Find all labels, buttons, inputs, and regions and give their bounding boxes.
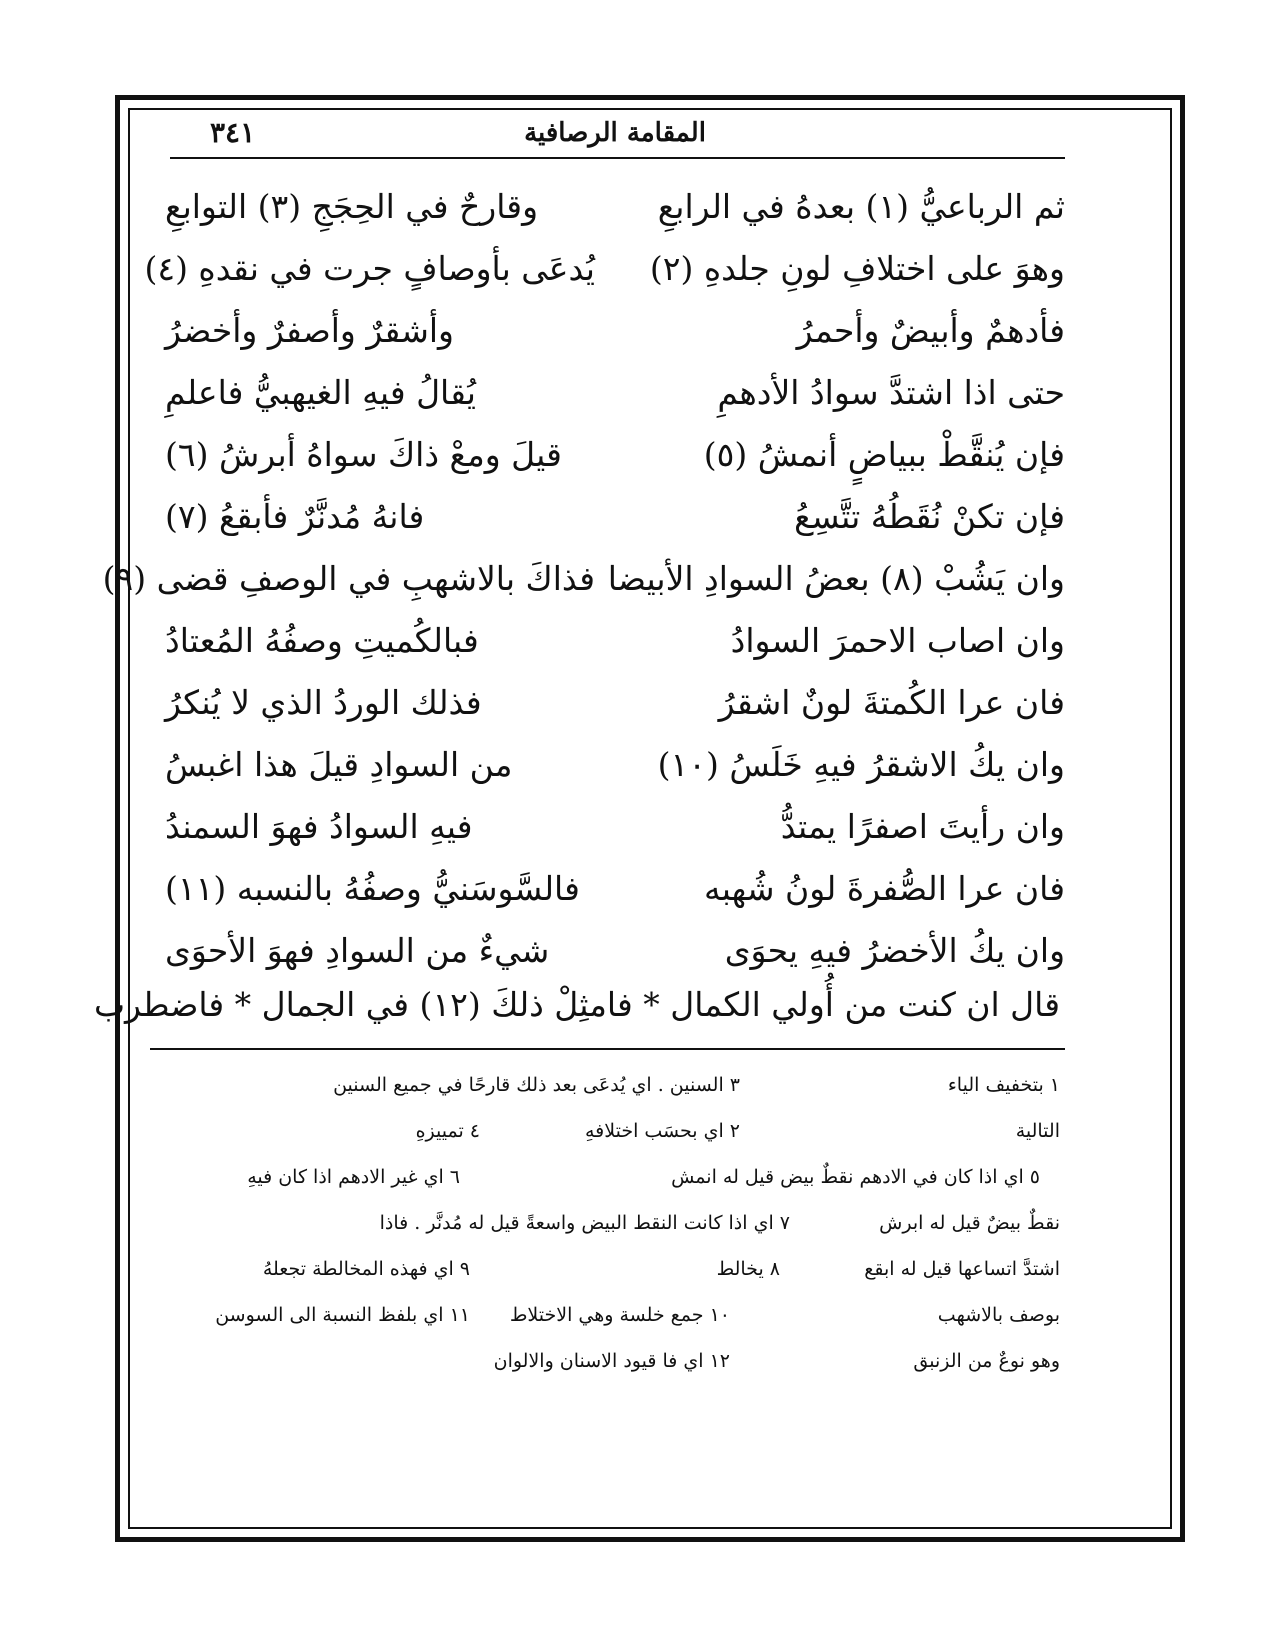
- hemistich-second: فذاكَ بالاشهبِ في الوصفِ قضى (٩): [102, 558, 595, 598]
- hemistich-second: قيلَ ومعْ ذاكَ سواهُ أبرشُ (٦): [165, 434, 562, 474]
- footnote-item: ١ بتخفيف الياء: [947, 1074, 1060, 1096]
- hemistich-second: وأشقرٌ وأصفرٌ وأخضرُ: [165, 310, 454, 350]
- verse-line: [165, 733, 1065, 795]
- hemistich-first: وان يَشُبْ (٨) بعضُ السوادِ الأبيضا: [607, 558, 1065, 598]
- footnote-item: نقطٌ بيضٌ قيل له ابرش: [879, 1212, 1060, 1234]
- footnote-item: بوصف بالاشهب: [937, 1304, 1060, 1326]
- poem: [102, 175, 1065, 981]
- verse-line: [165, 609, 1065, 671]
- footnote-item: ٤ تمييزهِ: [415, 1120, 480, 1142]
- hemistich-first: وان رأيتَ اصفرًا يمتدُّ: [780, 806, 1065, 846]
- footnote-item: ٢ اي بحسَب اختلافهِ: [584, 1120, 740, 1142]
- hemistich-second: يُدعَى بأوصافٍ جرت في نقدهِ (٤): [144, 248, 595, 288]
- hemistich-first: فإن تكنْ نُقَطُهُ تتَّسِعُ: [794, 496, 1065, 536]
- hemistich-first: وهوَ على اختلافِ لونِ جلدهِ (٢): [649, 248, 1065, 288]
- verse-line: [165, 175, 1065, 237]
- footnote-item: ١٠ جمع خلسة وهي الاختلاط: [509, 1304, 730, 1326]
- footnote-item: ٩ اي فهذه المخالطة تجعلهُ: [262, 1258, 470, 1280]
- verse-line: [165, 671, 1065, 733]
- page-number: ٣٤١: [210, 116, 256, 149]
- verse-line: [165, 485, 1065, 547]
- hemistich-second: فبالكُميتِ وصفُهُ المُعتادُ: [165, 620, 479, 660]
- footnote-rule: [150, 1048, 1065, 1050]
- footnote-item: ٨ يخالط: [716, 1258, 780, 1280]
- hemistich-second: فذلك الوردُ الذي لا يُنكرُ: [165, 682, 482, 722]
- footnote-line: [150, 1200, 1060, 1246]
- hemistich-first: فأدهمٌ وأبيضٌ وأحمرُ: [796, 310, 1065, 350]
- footnote-line: [150, 1108, 1060, 1154]
- verse-line: [144, 237, 1065, 299]
- verse-line: [102, 547, 1065, 609]
- running-header: [170, 112, 1060, 158]
- hemistich-second: من السوادِ قيلَ هذا اغبسُ: [165, 744, 513, 784]
- footnote-item: ٣ السنين . اي يُدعَى بعد ذلك قارحًا في جميع السنين: [333, 1074, 740, 1096]
- footnote-line: [150, 1062, 1060, 1108]
- footnote-line: [150, 1154, 1060, 1200]
- prose-line: قال ان كنت من أُولي الكمال * فامثِلْ ذلكَ (١٢) في الجمال * فاضطرب: [93, 985, 1060, 1024]
- footnote-line: [150, 1338, 1060, 1384]
- verse-line: [165, 919, 1065, 981]
- hemistich-first: فإن يُنقَّطْ ببياضٍ أنمشُ (٥): [703, 434, 1065, 474]
- hemistich-first: وان اصاب الاحمرَ السوادُ: [730, 620, 1065, 660]
- footnote-item: ١١ اي بلفظ النسبة الى السوسن: [215, 1304, 470, 1326]
- footnote-item: وهو نوعٌ من الزنبق: [913, 1350, 1060, 1372]
- verse-line: [165, 795, 1065, 857]
- footnotes: [150, 1062, 1060, 1384]
- hemistich-second: فانهُ مُدنَّرٌ فأبقعُ (٧): [165, 496, 425, 536]
- hemistich-first: ثم الرباعيُّ (١) بعدهُ في الرابعِ: [657, 186, 1065, 226]
- hemistich-second: فالسَّوسَنيُّ وصفُهُ بالنسبه (١١): [165, 868, 580, 908]
- hemistich-second: وقارحٌ في الحِجَجِ (٣) التوابعِ: [165, 186, 539, 226]
- page-title: المقامة الرصافية: [524, 118, 706, 148]
- footnote-item: ٧ اي اذا كانت النقط البيض واسعةً قيل له مُدنَّر . فاذا: [379, 1212, 790, 1234]
- verse-line: [165, 423, 1065, 485]
- verse-line: [165, 361, 1065, 423]
- hemistich-second: شيءٌ من السوادِ فهوَ الأحوَى: [165, 930, 550, 970]
- hemistich-first: وان يكُ الاشقرُ فيهِ خَلَسُ (١٠): [657, 744, 1065, 784]
- footnote-line: [150, 1292, 1060, 1338]
- verse-line: [165, 299, 1065, 361]
- footnote-item: ٥ اي اذا كان في الادهم نقطٌ بيض قيل له انمش: [671, 1166, 1040, 1188]
- footnote-item: ٦ اي غير الادهم اذا كان فيهِ: [247, 1166, 460, 1188]
- header-rule: [170, 157, 1065, 159]
- footnote-item: التالية: [1015, 1120, 1060, 1142]
- hemistich-second: فيهِ السوادُ فهوَ السمندُ: [165, 806, 473, 846]
- footnote-line: [150, 1246, 1060, 1292]
- footnote-item: اشتدَّ اتساعها قيل له ابقع: [864, 1258, 1060, 1280]
- hemistich-first: حتى اذا اشتدَّ سوادُ الأدهمِ: [717, 372, 1065, 412]
- hemistich-first: فان عرا الكُمتةَ لونٌ اشقرُ: [718, 682, 1065, 722]
- hemistich-first: وان يكُ الأخضرُ فيهِ يحوَى: [724, 930, 1065, 970]
- footnote-item: ١٢ اي فا قيود الاسنان والالوان: [493, 1350, 730, 1372]
- hemistich-second: يُقالُ فيهِ الغيهبيُّ فاعلمِ: [165, 372, 476, 412]
- verse-line: [165, 857, 1065, 919]
- hemistich-first: فان عرا الصُّفرةَ لونُ شُهبه: [704, 868, 1065, 908]
